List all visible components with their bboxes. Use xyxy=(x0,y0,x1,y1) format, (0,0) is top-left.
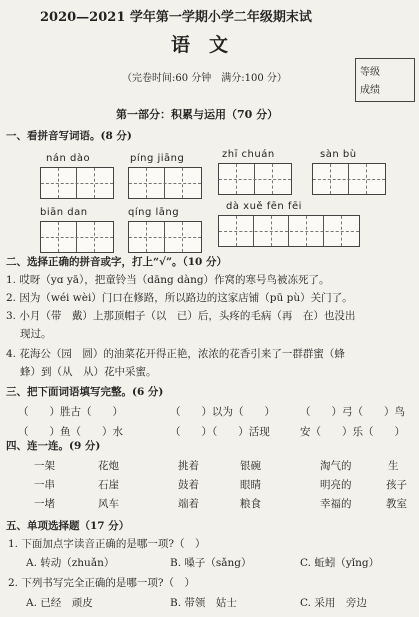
option-a[interactable]: A. 已经 顽皮 xyxy=(26,597,93,609)
q5-question-2: 2. 下列书写完全正确的是哪一项?（ ） xyxy=(8,577,195,589)
write-box-6[interactable] xyxy=(128,221,202,253)
match-word[interactable]: 粮食 xyxy=(240,498,261,510)
match-word[interactable]: 风车 xyxy=(98,498,119,510)
pinyin-1: nán dào xyxy=(46,153,91,164)
pinyin-6: qíng lāng xyxy=(128,207,180,218)
pinyin-5: biān dan xyxy=(40,207,88,218)
q2-line-4: 现过。 xyxy=(20,328,52,340)
option-a[interactable]: A. 转动（zhuǎn） xyxy=(26,557,115,569)
option-c[interactable]: C. 采用 旁边 xyxy=(300,597,367,609)
fill-blank[interactable]: 安（ ）乐（ ） xyxy=(300,426,405,438)
match-word[interactable]: 教室 xyxy=(386,498,407,510)
match-word[interactable]: 一架 xyxy=(34,460,55,472)
match-word[interactable]: 生 xyxy=(388,460,399,472)
exam-title: 2020—2021 学年第一学期小学二年级期末试 xyxy=(40,10,312,25)
match-word[interactable]: 幸福的 xyxy=(320,498,352,510)
q2-line-1: 1. 哎呀（yɑ yā），把童铃当（dāng dàng）作窝的寒号鸟被冻死了。 xyxy=(6,274,330,286)
pinyin-3: zhī chuán xyxy=(222,149,275,160)
q4-heading: 四、连一连。(9 分) xyxy=(6,440,101,452)
match-word[interactable]: 明亮的 xyxy=(320,479,352,491)
match-word[interactable]: 花炮 xyxy=(98,460,119,472)
match-word[interactable]: 一串 xyxy=(34,479,55,491)
q2-heading: 二、选择正确的拼音或字，打上“√”。（10 分） xyxy=(6,256,227,268)
match-word[interactable]: 挑着 xyxy=(178,460,199,472)
write-box-4[interactable] xyxy=(312,163,386,195)
fill-blank[interactable]: （ ）弓（ ）鸟 xyxy=(300,406,405,418)
score-label: 成绩 xyxy=(360,85,380,96)
q5-question-1: 1. 下面加点字读音正确的是哪一项?（ ） xyxy=(8,538,206,550)
match-word[interactable]: 鼓着 xyxy=(178,479,199,491)
match-word[interactable]: 孩子 xyxy=(386,479,407,491)
pinyin-4: sàn bù xyxy=(320,149,357,160)
q2-line-6: 蜂）到（从 从）花中采蜜。 xyxy=(20,366,157,378)
fill-blank[interactable]: （ ）鱼（ ）水 xyxy=(18,426,123,438)
fill-blank[interactable]: （ ）胜古（ ） xyxy=(18,406,123,418)
write-box-3[interactable] xyxy=(218,163,292,195)
subject-title: 语 文 xyxy=(171,34,229,56)
option-b[interactable]: B. 嗓子（sǎng） xyxy=(170,557,252,569)
pinyin-2: píng jiāng xyxy=(130,153,185,164)
q1-heading: 一、看拼音写词语。(8 分) xyxy=(6,130,132,142)
match-word[interactable]: 一堵 xyxy=(34,498,55,510)
write-box-1[interactable] xyxy=(40,167,114,199)
q2-line-2: 2. 因为（wéi wèi）门口在修路，所以路边的这家店铺（pū pù）关门了。 xyxy=(6,292,353,304)
grade-box xyxy=(355,58,415,102)
fill-blank[interactable]: （ ）以为（ ） xyxy=(170,406,275,418)
q2-line-3: 3. 小月（带 戴）上那顶帽子（以 已）后，头疼的毛病（再 在）也没出 xyxy=(6,310,356,322)
match-word[interactable]: 端着 xyxy=(178,498,199,510)
grade-label: 等级 xyxy=(360,67,380,78)
fill-blank[interactable]: （ ）（ ）活现 xyxy=(170,426,270,438)
time-info: （完卷时间:60 分钟 满分:100 分） xyxy=(122,73,287,84)
match-word[interactable]: 眼睛 xyxy=(240,479,261,491)
q3-heading: 三、把下面词语填写完整。(6 分) xyxy=(6,386,164,398)
option-c[interactable]: C. 蚯蚓（yǐng） xyxy=(300,557,380,569)
write-box-2[interactable] xyxy=(128,167,202,199)
q2-line-5: 4. 花海公（园 圆）的油菜花开得正艳，浓浓的花香引来了一群群蜜（蜂 xyxy=(6,348,345,360)
q5-heading: 五、单项选择题（17 分） xyxy=(6,520,130,532)
match-word[interactable]: 石崖 xyxy=(98,479,119,491)
pinyin-7: dà xuě fēn fēi xyxy=(226,201,302,212)
match-word[interactable]: 淘气的 xyxy=(320,460,352,472)
write-box-5[interactable] xyxy=(40,221,114,253)
part1-heading: 第一部分：积累与运用（70 分） xyxy=(116,108,279,121)
match-word[interactable]: 银碗 xyxy=(240,460,261,472)
write-box-7[interactable] xyxy=(218,215,360,247)
option-b[interactable]: B. 带领 姑士 xyxy=(170,597,237,609)
